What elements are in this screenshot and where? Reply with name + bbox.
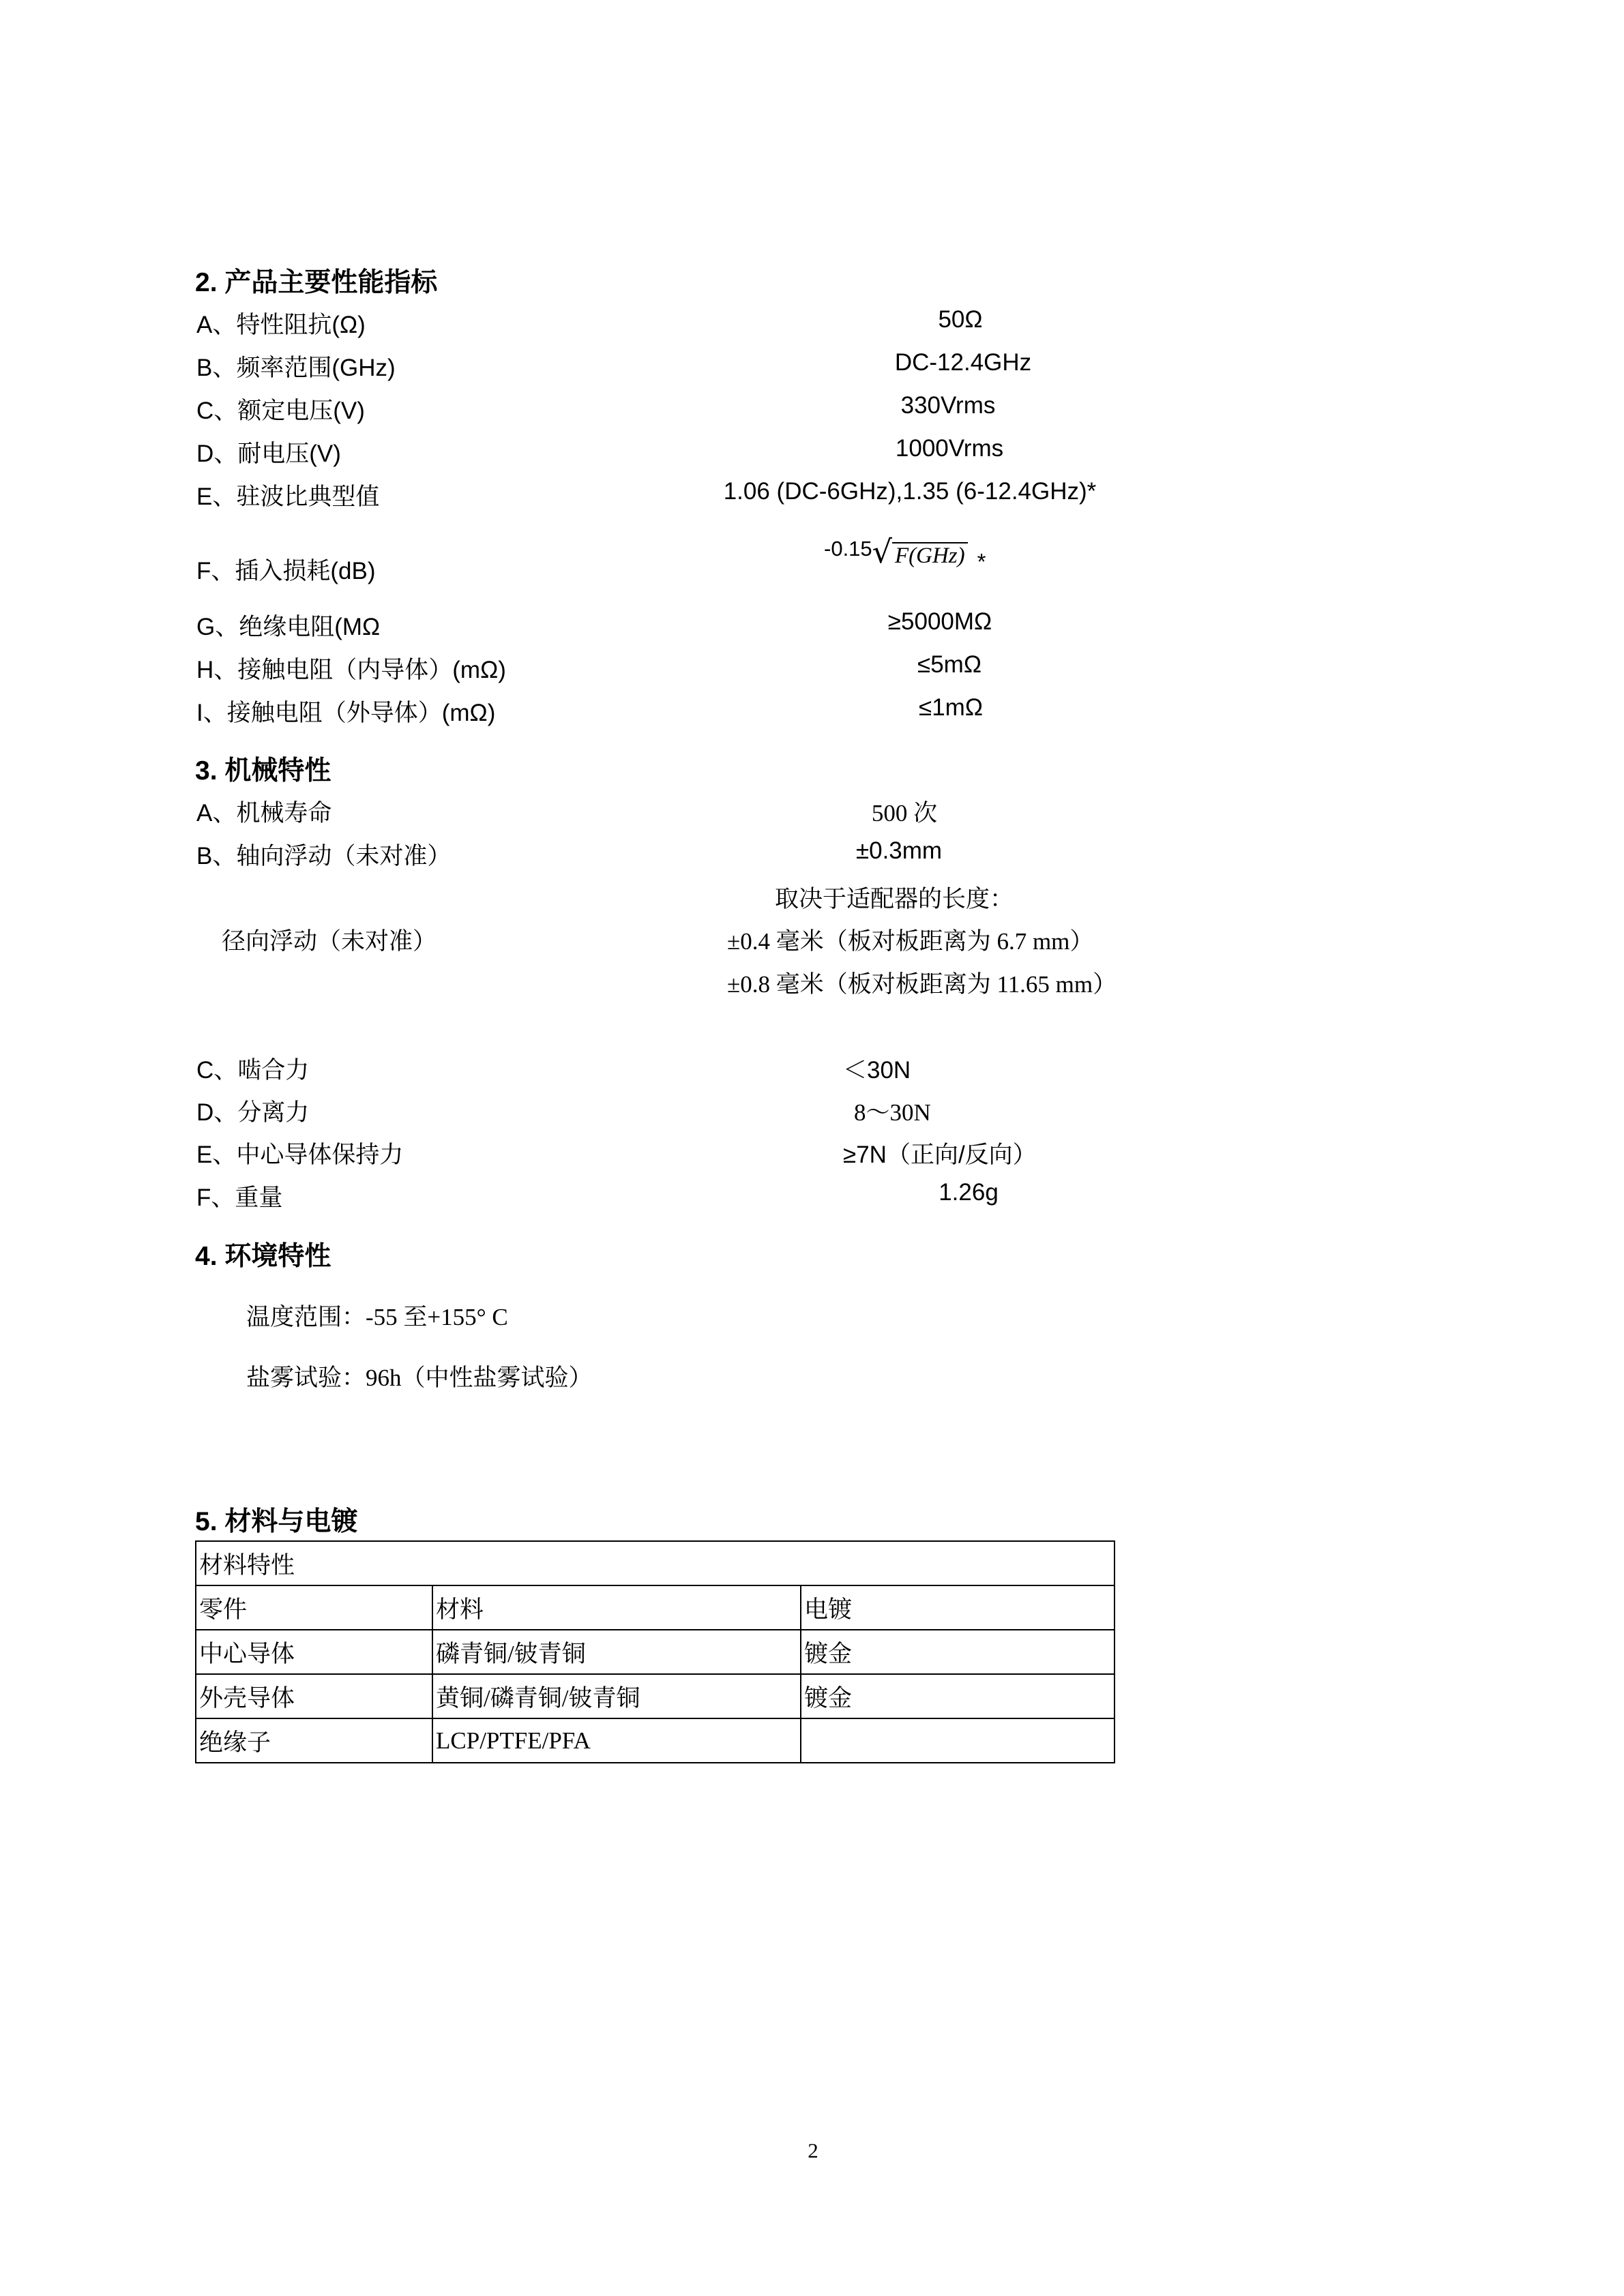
section-5-title: 5. 材料与电镀: [195, 1507, 358, 1536]
radial-note-line-2: ±0.4 毫米（板对板距离为 6.7 mm）: [727, 928, 1094, 955]
table-header-row: [196, 1585, 1114, 1630]
page-number: 2: [808, 2138, 818, 2162]
mech-value-mating-force: ＜30N: [843, 1057, 911, 1084]
cell-material: LCP/PTFE/PFA: [432, 1718, 801, 1763]
spec-value-frequency: DC-12.4GHz: [894, 349, 1032, 376]
mech-value-weight: 1.26g: [939, 1179, 999, 1206]
env-temperature-range: 温度范围：-55 至+155° C: [246, 1304, 508, 1330]
spec-value-rated-voltage: 330Vrms: [900, 392, 996, 419]
mech-value-axial-float: ±0.3mm: [855, 837, 943, 864]
mech-label-weight: F、重量: [196, 1184, 283, 1211]
section-3-title: 3. 机械特性: [195, 756, 331, 786]
mech-label-radial-float: 径向浮动（未对准）: [222, 928, 437, 955]
cell-plating: 镀金: [801, 1630, 1114, 1674]
section-4-title: 4. 环境特性: [195, 1242, 331, 1271]
section-2-title: 2. 产品主要性能指标: [195, 268, 438, 297]
insertion-loss-formula: [824, 533, 986, 574]
spec-value-impedance: 50Ω: [938, 306, 983, 333]
mech-label-life: A、机械寿命: [196, 800, 332, 826]
formula-radicand: F(GHz): [892, 542, 968, 568]
table-row: [196, 1674, 1114, 1718]
spec-label-withstand-voltage: D、耐电压(V): [196, 441, 341, 467]
mech-label-mating-force: C、啮合力: [196, 1057, 310, 1084]
cell-part: 中心导体: [196, 1630, 432, 1674]
formula-asterisk: *: [977, 549, 986, 574]
spec-value-insulation: ≥5000MΩ: [887, 608, 992, 635]
radial-note-line-1: 取决于适配器的长度：: [775, 886, 1014, 912]
spec-label-contact-inner: H、接触电阻（内导体）(mΩ): [196, 657, 506, 683]
mech-value-unmating-force: 8～30N: [854, 1099, 931, 1126]
sqrt-icon: √: [872, 533, 892, 570]
header-part: 零件: [196, 1585, 432, 1630]
spec-label-insulation: G、绝缘电阻(MΩ: [196, 614, 381, 640]
cell-material: 黄铜/磷青铜/铍青铜: [432, 1674, 801, 1718]
spec-value-vswr: 1.06 (DC-6GHz),1.35 (6-12.4GHz)*: [723, 478, 1097, 505]
table-caption-row: [196, 1541, 1114, 1585]
cell-plating: 镀金: [801, 1674, 1114, 1718]
spec-label-impedance: A、特性阻抗(Ω): [196, 312, 366, 338]
mech-label-unmating-force: D、分离力: [196, 1099, 310, 1126]
spec-label-rated-voltage: C、额定电压(V): [196, 398, 365, 424]
formula-coefficient: -0.15: [824, 537, 872, 561]
spec-value-contact-inner: ≤5mΩ: [917, 651, 981, 678]
header-plating: 电镀: [801, 1585, 1114, 1630]
cell-material: 磷青铜/铍青铜: [432, 1630, 801, 1674]
materials-table: [195, 1540, 1115, 1763]
spec-label-contact-outer: I、接触电阻（外导体）(mΩ): [196, 700, 496, 726]
radial-note-line-3: ±0.8 毫米（板对板距离为 11.65 mm）: [727, 971, 1117, 998]
spec-value-contact-outer: ≤1mΩ: [919, 694, 983, 721]
table-caption: 材料特性: [196, 1541, 1114, 1585]
table-row: [196, 1630, 1114, 1674]
mech-value-retention-force: ≥7N（正向/反向）: [843, 1142, 1037, 1168]
table-row: [196, 1718, 1114, 1763]
cell-plating: [801, 1718, 1114, 1763]
mech-value-life: 500 次: [871, 800, 938, 826]
spec-value-withstand-voltage: 1000Vrms: [895, 435, 1004, 462]
spec-label-insertion-loss: F、插入损耗(dB): [196, 558, 376, 584]
env-salt-spray: 盐雾试验：96h（中性盐雾试验）: [246, 1365, 593, 1391]
mech-label-axial-float: B、轴向浮动（未对准）: [196, 843, 452, 869]
header-material: 材料: [432, 1585, 801, 1630]
spec-label-vswr: E、驻波比典型值: [196, 483, 380, 510]
spec-label-frequency: B、频率范围(GHz): [196, 355, 396, 381]
cell-part: 外壳导体: [196, 1674, 432, 1718]
cell-part: 绝缘子: [196, 1718, 432, 1763]
mech-label-retention-force: E、中心导体保持力: [196, 1142, 404, 1168]
